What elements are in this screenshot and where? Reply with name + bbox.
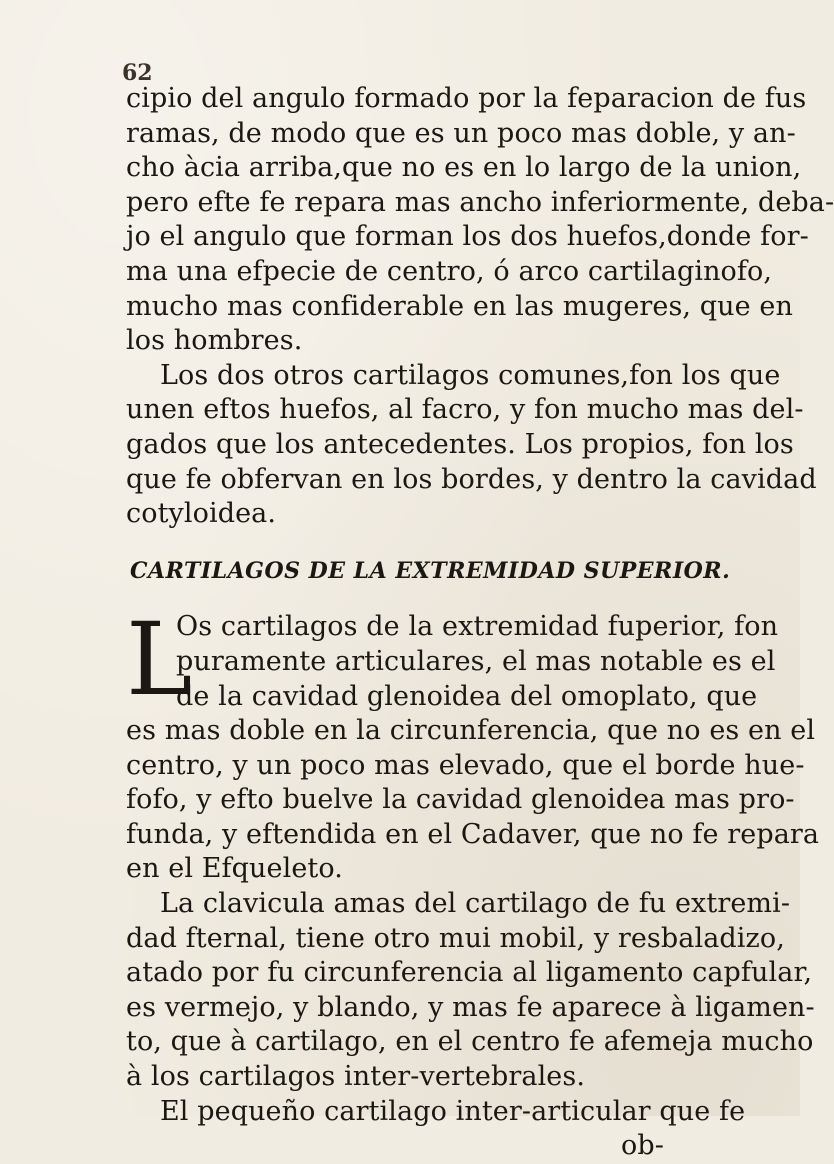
text-line: en el Efqueleto. [126,853,343,885]
paragraph-clavicle [126,887,815,1095]
text-line: pero efte fe repara mas ancho inferiormente, deba- [126,186,834,218]
text-line: de la cavidad glenoidea del omoplato, que [176,680,758,712]
text-line: cotyloidea. [126,498,277,530]
text-line: ramas, de modo que es un poco mas doble, y an- [126,117,796,149]
drop-cap: L [126,601,193,719]
catchword: ob- [621,1130,664,1162]
text-line: to, que à cartilago, en el centro fe afemeja mucho [126,1026,814,1058]
text-line: centro, y un poco mas elevado, que el borde hue- [126,749,805,781]
text-line: gados que los antecedentes. Los propios, fon los [126,428,794,460]
paragraph-inter-articular [126,1095,746,1130]
page-body [126,82,834,1164]
text-line: La clavicula amas del cartilago de fu extremi- [160,888,791,920]
text-line: El pequeño cartilago inter-articular que fe [160,1095,746,1127]
paragraph-common-cartilages [126,359,817,532]
text-line: es vermejo, y blando, y mas fe aparece à ligamen- [126,991,815,1023]
text-line: cho àcia arriba,que no es en lo largo de la union, [126,152,802,184]
text-line: es mas doble en la circunferencia, que no es en el [126,715,816,747]
text-line: jo el angulo que forman los dos huefos,donde for- [126,221,809,253]
text-line: unen eftos huefos, al facro, y fon mucho mas del- [126,394,804,426]
text-line: cipio del angulo formado por la feparacion de fus [126,83,807,114]
text-line: à los cartilagos inter-vertebrales. [126,1061,586,1093]
text-line: ma una efpecie de centro, ó arco cartilaginofo, [126,255,773,287]
text-line: Os cartilagos de la extremidad fuperior, fon [176,611,779,643]
section-heading: CARTILAGOS DE LA EXTREMIDAD SUPERIOR. [130,557,731,584]
text-line: los hombres. [126,325,303,357]
paragraph-continuation [126,82,834,359]
text-line: atado por fu circunferencia al ligamento capfular, [126,957,813,989]
text-line: que fe obfervan en los bordes, y dentro la cavidad [126,463,817,495]
text-line: Los dos otros cartilagos comunes,fon los que [160,359,781,391]
page-number: 62 [122,60,153,86]
text-line: dad fternal, tiene otro mui mobil, y resbaladizo, [126,922,785,954]
text-line: fofo, y efto buelve la cavidad glenoidea mas pro- [126,784,795,816]
text-line: mucho mas confiderable en las mugeres, que en [126,290,794,322]
paragraph-upper-extremity [126,601,820,887]
text-line: puramente articulares, el mas notable es el [176,645,776,677]
text-line: funda, y eftendida en el Cadaver, que no fe repara [126,818,820,850]
